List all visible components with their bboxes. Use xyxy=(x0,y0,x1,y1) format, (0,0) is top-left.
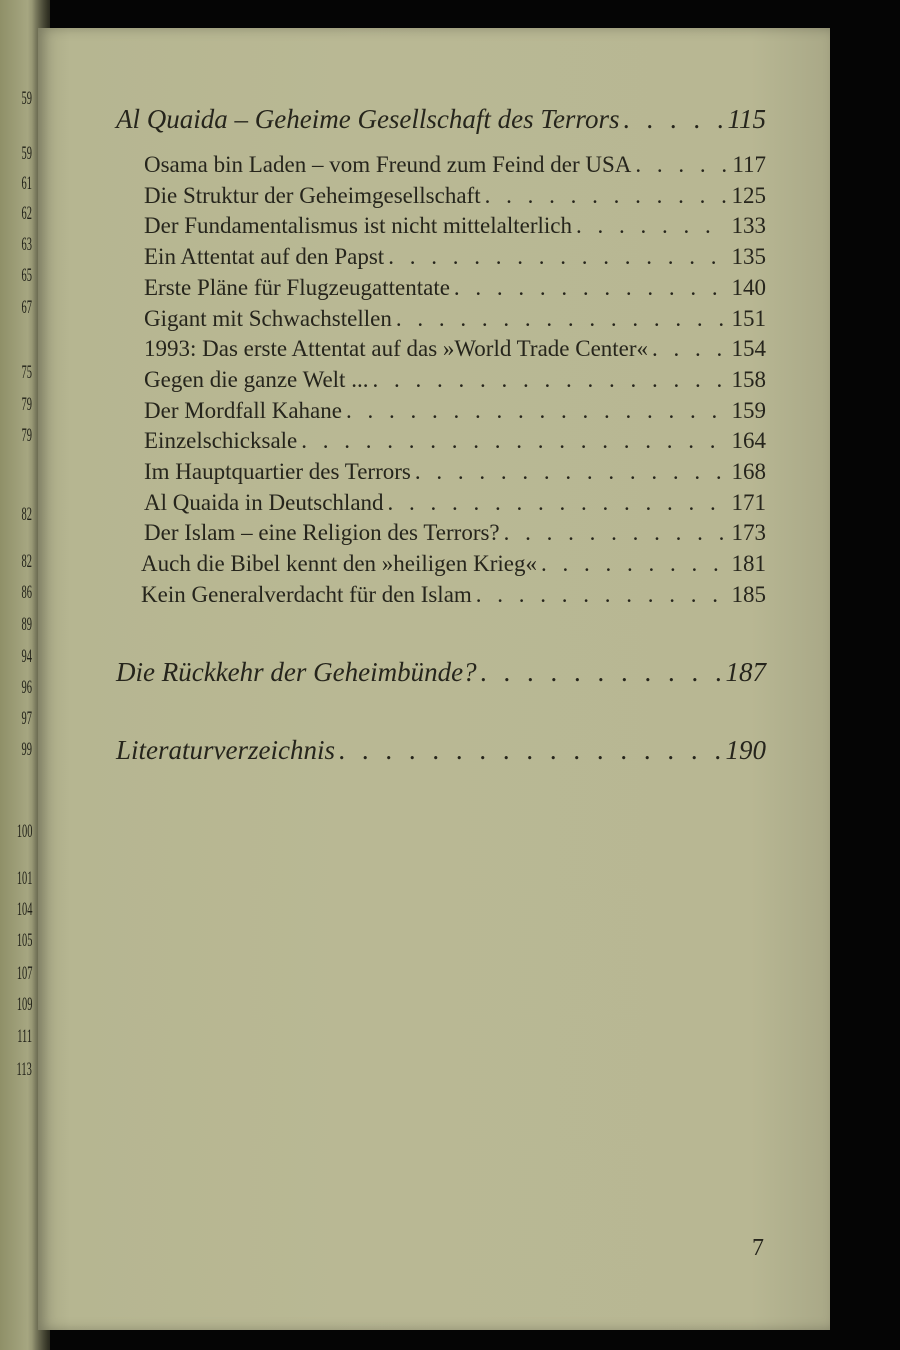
toc-entry xyxy=(144,336,766,362)
toc-entry-page: 168 xyxy=(731,459,766,484)
toc-entry-page: 140 xyxy=(731,274,766,300)
toc-entry-title: Gigant mit Schwachstellen xyxy=(144,305,392,331)
toc-entry xyxy=(141,551,766,577)
table-of-contents xyxy=(38,28,830,1330)
dot-leader xyxy=(335,735,722,766)
toc-entry-page: 158 xyxy=(731,366,766,392)
dot-leader xyxy=(481,183,728,209)
toc-entry-title: Auch die Bibel kennt den »heiligen Krieg« xyxy=(141,551,538,577)
toc-entry xyxy=(141,582,766,608)
toc-entry-page: 185 xyxy=(731,581,766,607)
toc-entry xyxy=(144,275,766,301)
toc-entry-title: Der Fundamentalismus ist nicht mittelalterlich xyxy=(144,213,572,239)
toc-entry-title: Der Mordfall Kahane xyxy=(144,397,342,423)
previous-page-number: 94 xyxy=(21,646,32,667)
chapter-entry-title: Literaturverzeichnis xyxy=(116,735,335,765)
toc-page xyxy=(38,28,830,1330)
toc-entry xyxy=(144,398,766,424)
dot-leader xyxy=(537,551,727,577)
toc-entry-title: Im Hauptquartier des Terrors xyxy=(144,459,411,484)
chapter-entry-title: Al Quaida – Geheime Gesellschaft des Terrors xyxy=(116,104,620,134)
dot-leader xyxy=(384,244,727,270)
chapter-entry-page: 115 xyxy=(727,104,766,134)
dot-leader xyxy=(368,367,727,393)
dot-leader xyxy=(342,398,728,424)
previous-page-number: 111 xyxy=(17,1026,32,1047)
previous-page-number: 75 xyxy=(21,362,32,383)
previous-page-number: 101 xyxy=(16,868,32,889)
toc-entry-title: Ein Attentat auf den Papst xyxy=(144,244,385,270)
toc-entry-title: Der Islam – eine Religion des Terrors? xyxy=(144,520,500,546)
toc-entry-title: Die Struktur der Geheimgesellschaft xyxy=(144,182,481,208)
toc-entry-page: 154 xyxy=(731,336,766,362)
dot-leader xyxy=(450,275,728,301)
toc-entry xyxy=(144,490,766,516)
toc-entry xyxy=(144,459,766,485)
dot-leader xyxy=(297,428,727,454)
toc-entry-page: 171 xyxy=(731,489,766,515)
toc-entry-page: 181 xyxy=(731,551,766,577)
previous-page-number: 104 xyxy=(16,899,32,920)
toc-entry-title: Osama bin Laden – vom Freund zum Feind der USA xyxy=(144,152,632,177)
toc-entry xyxy=(144,428,766,454)
toc-entry-page: 117 xyxy=(732,152,766,177)
previous-page-number: 59 xyxy=(21,88,32,109)
previous-page-number: 86 xyxy=(21,582,32,603)
previous-page-number: 96 xyxy=(21,677,32,698)
previous-page-number: 59 xyxy=(21,143,32,164)
page-number: 7 xyxy=(752,1235,764,1261)
toc-entry xyxy=(144,183,766,209)
chapter-entry-title: Die Rückkehr der Geheimbünde? xyxy=(116,657,477,687)
toc-entry-page: 151 xyxy=(731,305,766,331)
toc-entry-title: Gegen die ganze Welt ... xyxy=(144,366,369,392)
dot-leader xyxy=(472,582,728,608)
previous-page-number: 65 xyxy=(21,265,32,286)
toc-entry xyxy=(144,520,766,546)
dot-leader xyxy=(392,306,728,332)
toc-entry-page: 135 xyxy=(731,244,766,270)
chapter-entry xyxy=(116,657,766,688)
toc-entry-title: Erste Pläne für Flugzeugattentate xyxy=(144,274,450,300)
dot-leader xyxy=(477,657,722,688)
chapter-entry-page: 187 xyxy=(725,657,766,687)
previous-page-number: 109 xyxy=(16,994,32,1015)
dot-leader xyxy=(631,152,728,178)
previous-page-number: 113 xyxy=(16,1059,32,1080)
toc-entry xyxy=(144,367,766,393)
dot-leader xyxy=(384,490,728,516)
previous-page-number: 82 xyxy=(21,504,32,525)
toc-entry-page: 164 xyxy=(731,428,766,454)
previous-page-number: 79 xyxy=(21,394,32,415)
chapter-entry xyxy=(116,735,766,766)
dot-leader xyxy=(572,213,728,239)
toc-entry-title: Al Quaida in Deutschland xyxy=(144,489,384,515)
previous-page-number: 62 xyxy=(21,203,32,224)
toc-entry-page: 159 xyxy=(731,397,766,423)
dot-leader xyxy=(500,520,728,546)
toc-entry-title: 1993: Das erste Attentat auf das »World Trade Center« xyxy=(144,336,649,362)
toc-entry-title: Einzelschicksale xyxy=(144,428,298,454)
toc-entry xyxy=(144,306,766,332)
previous-page-number: 89 xyxy=(21,614,32,635)
chapter-entry xyxy=(116,104,766,135)
dot-leader xyxy=(619,104,723,135)
previous-page-number: 107 xyxy=(16,963,32,984)
previous-page-number: 105 xyxy=(16,930,32,951)
toc-entry xyxy=(144,244,766,270)
toc-entry xyxy=(144,152,766,178)
previous-page-number: 79 xyxy=(21,425,32,446)
previous-page-number: 82 xyxy=(21,551,32,572)
toc-entry-title: Kein Generalverdacht für den Islam xyxy=(141,581,472,607)
toc-entry-page: 133 xyxy=(731,213,766,239)
previous-page-number: 61 xyxy=(21,173,32,194)
previous-page-number: 63 xyxy=(21,234,32,255)
dot-leader xyxy=(411,459,728,485)
chapter-entry-page: 190 xyxy=(725,735,766,765)
previous-page-number: 99 xyxy=(21,739,32,760)
previous-page-number: 67 xyxy=(21,297,32,318)
previous-page-number: 97 xyxy=(21,708,32,729)
toc-entry-page: 125 xyxy=(731,182,766,208)
toc-entry xyxy=(144,213,766,239)
dot-leader xyxy=(648,336,727,362)
toc-entry-page: 173 xyxy=(731,520,766,546)
previous-page-number: 100 xyxy=(16,821,32,842)
